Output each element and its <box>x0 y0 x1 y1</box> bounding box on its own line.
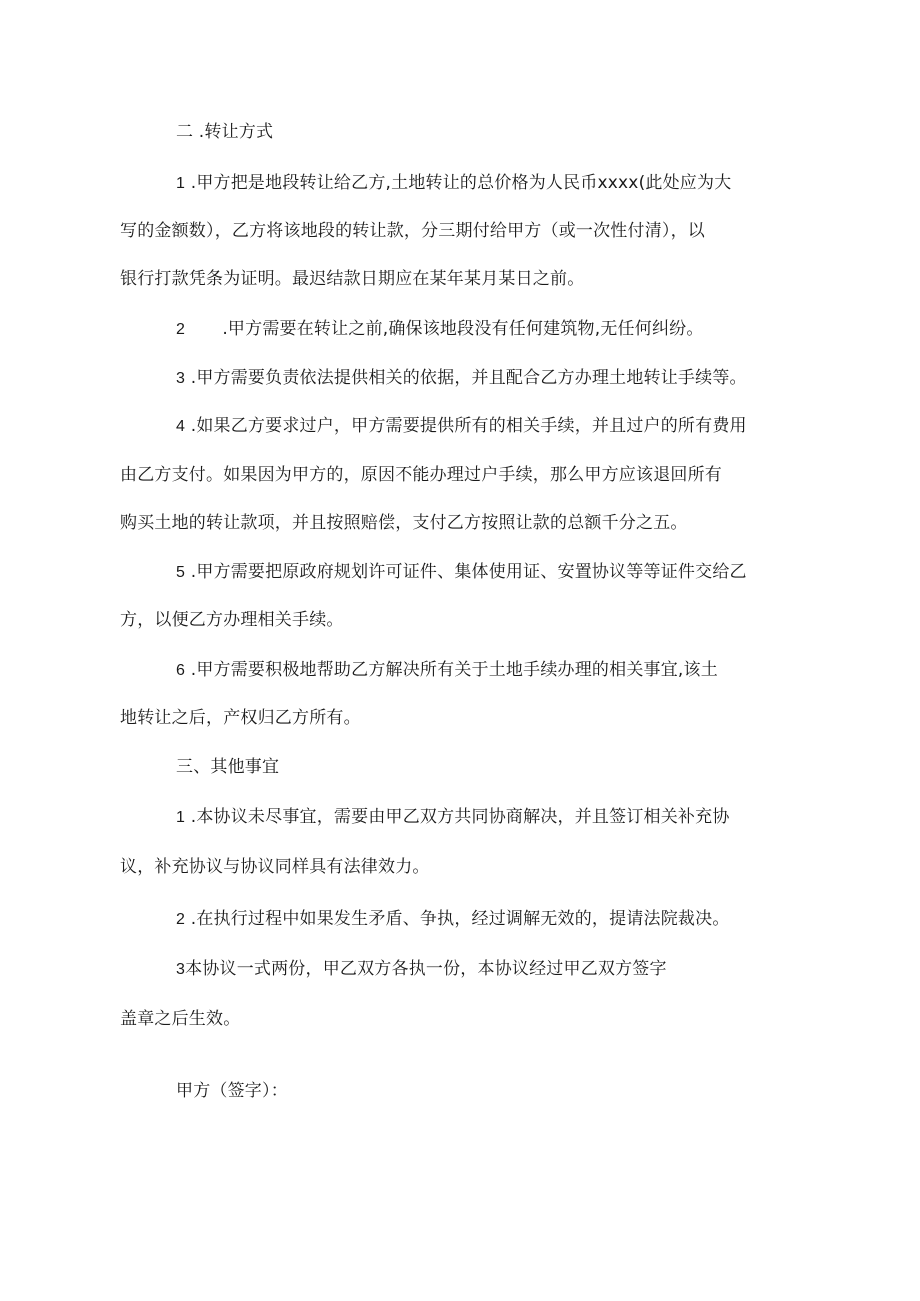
clause-3-3-line-2: 盖章之后生效。 <box>120 1009 241 1029</box>
signature-party-a-label: 甲方（签字）： <box>176 1081 288 1101</box>
clause-2-3-line-1 <box>176 367 747 390</box>
clause-2-4-line-2: 由乙方支付。如果因为甲方的，原因不能办理过户手续，那么甲方应该退回所有 <box>120 465 722 485</box>
clause-2-1-line-2: 写的金额数），乙方将该地段的转让款，分三期付给甲方（或一次性付清），以 <box>120 221 705 241</box>
clause-2-6-line-2: 地转让之后，产权归乙方所有。 <box>120 708 361 728</box>
clause-3-2-line-1 <box>176 908 730 931</box>
clause-2-1-line-1 <box>176 172 731 195</box>
clause-2-4-line-3: 购买土地的转让款项，并且按照赔偿，支付乙方按照让款的总额千分之五。 <box>120 513 688 533</box>
clause-text: .甲方需要把原政府规划许可证件、集体使用证、安置协议等等证件交给乙 <box>190 562 747 582</box>
clause-text: .甲方需要负责依法提供相关的依据，并且配合乙方办理土地转让手续等。 <box>190 368 747 388</box>
clause-number: 5 <box>176 564 186 581</box>
clause-text: .甲方需要积极地帮助乙方解决所有关于土地手续办理的相关事宜,该土 <box>190 660 718 680</box>
clause-3-3-line-1 <box>176 958 667 981</box>
clause-text: .甲方把是地段转让给乙方,土地转让的总价格为人民币xxxx(此处应为大 <box>190 173 732 193</box>
clause-3-1-line-2: 议，补充协议与协议同样具有法律效力。 <box>120 857 430 877</box>
clause-2-1-line-3: 银行打款凭条为证明。最迟结款日期应在某年某月某日之前。 <box>120 269 585 289</box>
clause-text: .在执行过程中如果发生矛盾、争执，经过调解无效的，提请法院裁决。 <box>190 909 730 929</box>
clause-text: .本协议未尽事宜，需要由甲乙双方共同协商解决，并且签订相关补充协 <box>190 807 730 827</box>
clause-number: 3 <box>176 370 186 387</box>
clause-number: 4 <box>176 418 186 435</box>
section-heading-transfer-method: 二 .转让方式 <box>176 122 274 142</box>
clause-text: 本协议一式两份，甲乙双方各执一份，本协议经过甲乙双方签字 <box>185 959 667 979</box>
clause-2-6-line-1 <box>176 659 718 682</box>
clause-number: 6 <box>176 662 186 679</box>
clause-text: .甲方需要在转让之前,确保该地段没有任何建筑物,无任何纠纷。 <box>222 319 704 339</box>
clause-text: .如果乙方要求过户，甲方需要提供所有的相关手续，并且过户的所有费用 <box>190 416 747 436</box>
clause-2-5-line-2: 方，以便乙方办理相关手续。 <box>120 610 344 630</box>
clause-number: 1 <box>176 809 186 826</box>
clause-2-4-line-1 <box>176 415 747 438</box>
clause-2-5-line-1 <box>176 561 747 584</box>
clause-number: 1 <box>176 175 186 192</box>
clause-number: 2 <box>176 321 186 338</box>
clause-2-2-line-1 <box>176 318 704 341</box>
clause-number: 2 <box>176 911 186 928</box>
clause-number: 3 <box>176 961 186 978</box>
clause-3-1-line-1 <box>176 806 730 829</box>
section-heading-other-matters: 三、其他事宜 <box>176 757 280 777</box>
